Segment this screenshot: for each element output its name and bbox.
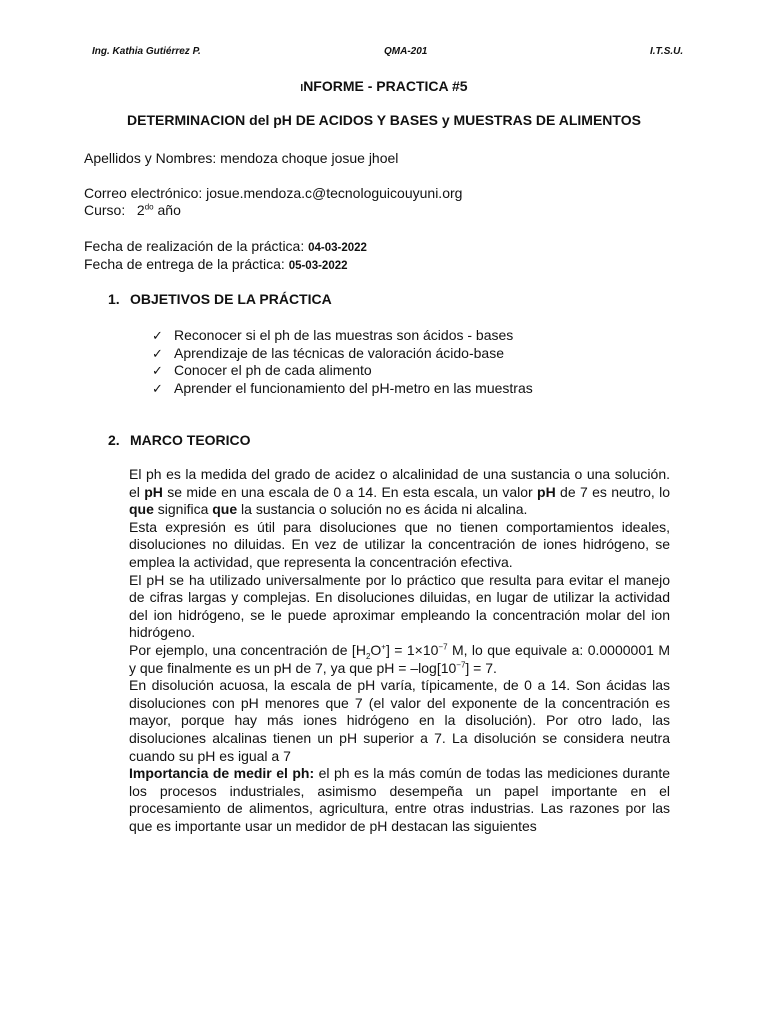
section-objectives-heading <box>108 291 332 307</box>
check-icon: ✓ <box>152 328 163 343</box>
header-institution: I.T.S.U. <box>650 46 684 57</box>
section-number: 1. <box>108 291 120 307</box>
student-course <box>84 202 181 218</box>
paragraph: El pH se ha utilizado universalmente por lo práctico que resulta para evitar el manejo de cifras largas y complejas. En disoluciones diluidas, en lugar de utilizar la actividad del ion hidrógeno, se le puede aproximar empleando la concentración molar del ion hidrógeno. <box>129 571 670 641</box>
date-realization-value: 04-03-2022 <box>308 242 367 254</box>
objectives-list <box>152 327 533 397</box>
section-title: OBJETIVOS DE LA PRÁCTICA <box>130 291 332 307</box>
report-subtitle: DETERMINACION del pH DE ACIDOS Y BASES y MUESTRAS DE ALIMENTOS <box>127 112 641 128</box>
date-delivery-label: Fecha de entrega de la práctica: <box>84 256 289 272</box>
title-rest: NFORME - PRACTICA #5 <box>303 78 468 94</box>
course-label: Curso: <box>84 202 126 218</box>
theory-body <box>129 466 670 835</box>
check-icon: ✓ <box>152 380 163 396</box>
report-title <box>0 78 768 94</box>
date-realization <box>84 238 367 254</box>
check-icon: ✓ <box>152 345 163 361</box>
student-email: Correo electrónico: josue.mendoza.c@tecnologuicouyuni.org <box>84 185 463 201</box>
check-icon: ✓ <box>152 363 163 378</box>
paragraph: En disolución acuosa, la escala de pH varía, típicamente, de 0 a 14. Son ácidas las disoluciones con pH menores que 7 (el valor del exponente de la concentración es mayor, porque hay más iones hidrógeno en la disolución). Por otro lado, las disoluciones alcalinas tienen un pH superior a 7. La disolución se considera neutra cuando su pH es igual a 7 <box>129 677 670 764</box>
paragraph: El ph es la medida del grado de acidez o alcalinidad de una sustancia o una solución. el pH se mide en una escala de 0 a 14. En esta escala, un valor pH de 7 es neutro, lo que significa que la sustancia o solución no es ácida ni alcalina. <box>129 466 671 518</box>
list-item: ✓ Reconocer si el ph de las muestras son ácidos - bases <box>152 327 514 343</box>
section-number: 2. <box>108 432 120 448</box>
paragraph: Por ejemplo, una concentración de $[H_2O^+] = 1\times 10^{-7}$ M, lo que equivale a: 0.0000001 M y que finalmente es un pH de 7, ya que pH = $-\log[10^{-7}] = 7$. <box>129 641 670 676</box>
header-author: Ing. Kathia Gutiérrez P. <box>92 46 201 57</box>
title-first-letter: I <box>300 83 304 94</box>
section-theory-heading <box>108 432 251 448</box>
paragraph: Esta expresión es útil para disoluciones que no tienen comportamientos ideales, disoluciones no diluidas. En vez de utilizar la concentración de iones hidrógeno, se emplea la actividad, que representa la concentración efectiva. <box>129 518 670 570</box>
date-delivery <box>84 256 348 272</box>
section-title: MARCO TEORICO <box>130 432 251 448</box>
date-realization-label: Fecha de realización de la práctica: <box>84 238 309 254</box>
list-item: ✓ Aprender el funcionamiento del pH-metro en las muestras <box>152 379 533 396</box>
course-value: 2 <box>136 202 145 218</box>
paragraph: Importancia de medir el ph: el ph es la más común de todas las mediciones durante los procesos industriales, asimismo desempeña un papel importante en el procesamiento de alimentos, agricultura, entre otras industrias. Las razones por las que es importante usar un medidor de pH destacan las siguientes <box>129 765 670 834</box>
date-delivery-value: 05-03-2022 <box>288 260 348 272</box>
importance-heading: Importancia de medir el ph: <box>129 765 315 782</box>
list-item: ✓ Conocer el ph de cada alimento <box>152 362 372 378</box>
course-suffix: año <box>153 202 181 218</box>
list-item: ✓ Aprendizaje de las técnicas de valoración ácido-base <box>152 344 504 361</box>
header-course-code: QMA-201 <box>384 46 428 57</box>
student-name: Apellidos y Nombres: mendoza choque josue jhoel <box>84 150 399 166</box>
course-sup: do <box>144 202 154 212</box>
